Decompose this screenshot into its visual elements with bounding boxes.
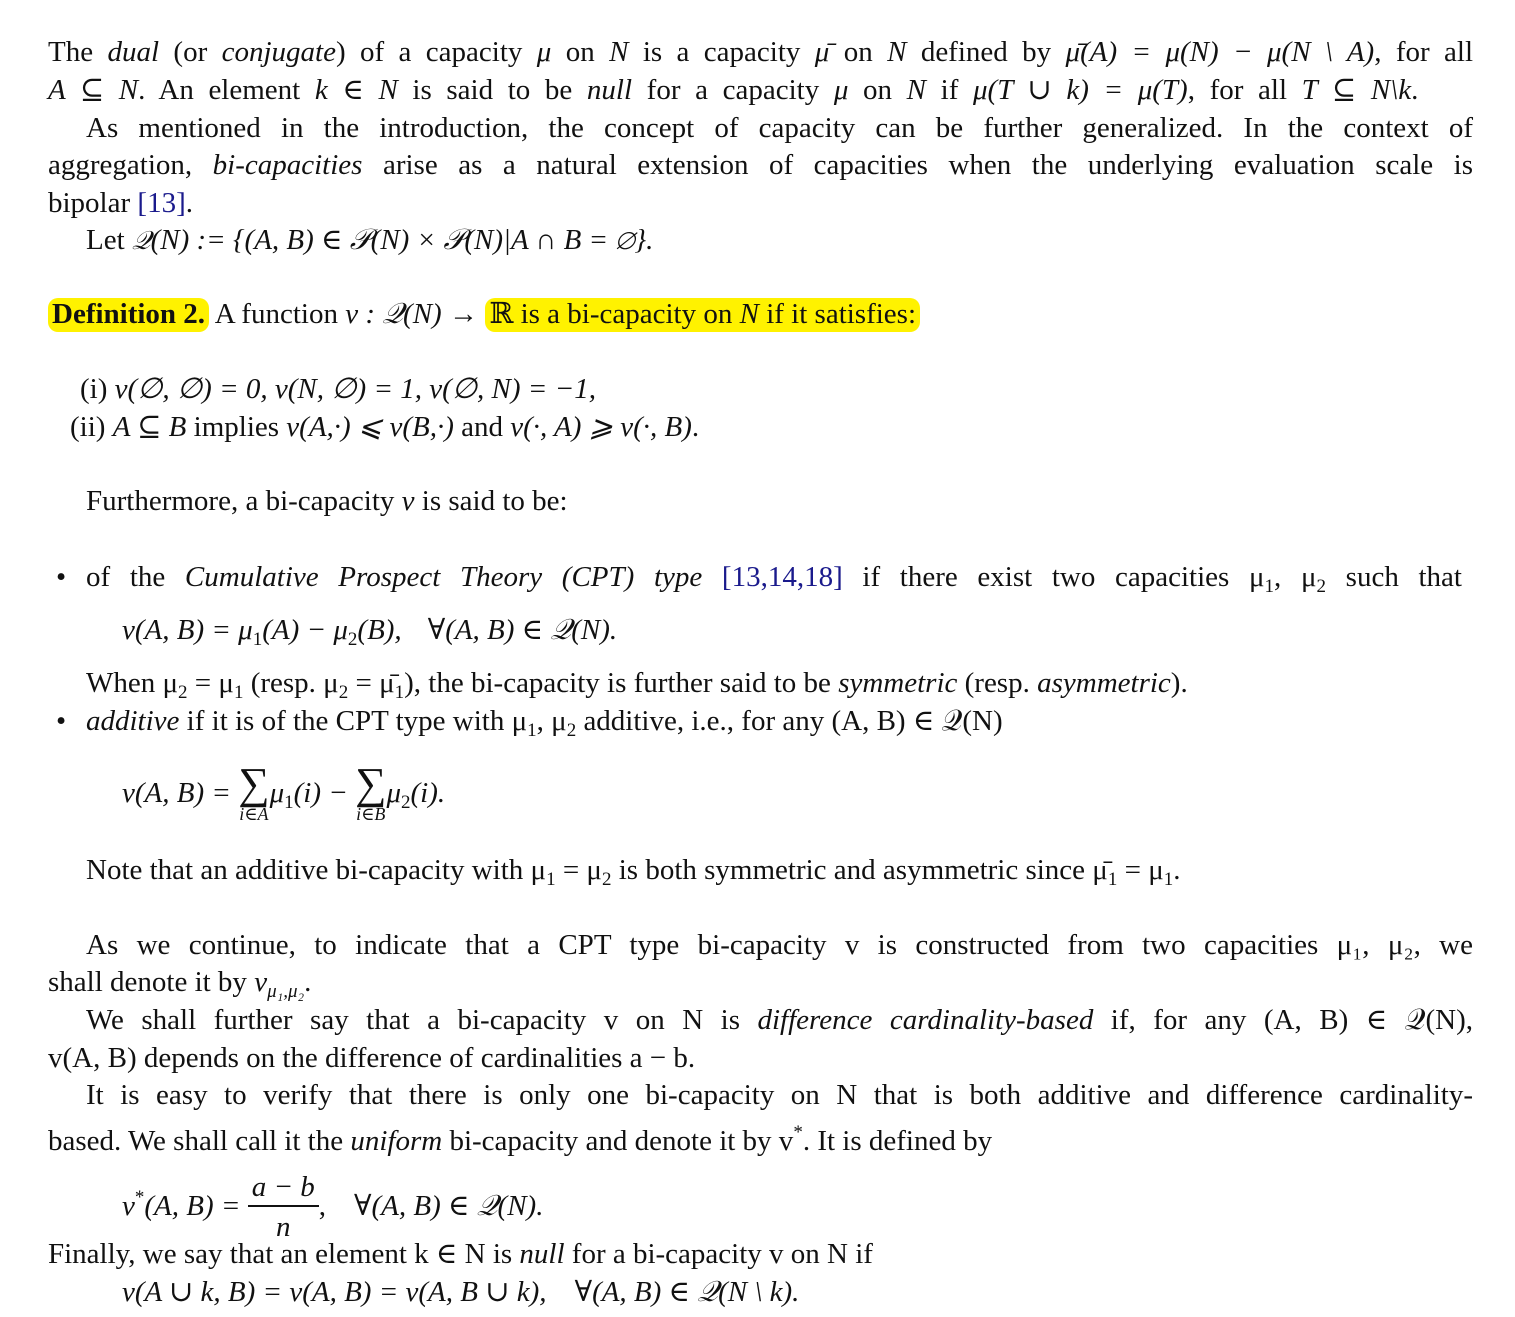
term-asymmetric: asymmetric	[1037, 667, 1171, 699]
term-conjugate: conjugate	[221, 36, 336, 68]
bullet-icon: •	[56, 561, 67, 593]
term-null: null	[519, 1238, 565, 1270]
paragraph-easy-line-2: based. We shall call it the uniform bi-capacity and denote it by v*. It is defined by	[48, 1122, 993, 1157]
cpt-symmetric-note: When $\mu_2 = \mu_1$ (resp. $\mu_2$ = $\mū_1$), the bi-capacity is further said to be symmetric (resp. asymmetric).	[86, 667, 1188, 703]
term-difference-cardinality-based: difference cardinality-based	[757, 1004, 1094, 1036]
paragraph-continue-line-2: shall denote it by $v_{\mu_1,\mu_2}$.	[48, 966, 312, 1002]
definition-item-i: (i) v(∅, ∅) = 0, v(N, ∅) = 1, v(∅, N) = −1,	[80, 373, 596, 405]
paragraph-diff-line-2: v(A, B) depends on the difference of cardinalities a − b.	[48, 1042, 696, 1074]
term-null: null	[586, 74, 633, 106]
highlighted-text: ℝ is a bi-capacity on N if it satisfies:	[485, 298, 920, 332]
citation-link[interactable]: [13]	[137, 187, 186, 219]
term-uniform: uniform	[350, 1125, 443, 1157]
term-cpt-type: Cumulative Prospect Theory (CPT) type	[184, 561, 703, 593]
term-dual: dual	[107, 36, 160, 68]
paragraph-dual-line-1: The dual (or conjugate) of a capacity μ on N is a capacity μ̄ on N defined by μ̄(A) = μ(N) − μ(N \ A), for all	[48, 36, 1474, 68]
bullet-icon: •	[56, 705, 67, 737]
paragraph-dual-line-2: A ⊆ N. An element k ∈ N is said to be null for a capacity μ on N if μ(T ∪ k) = μ(T), for all T ⊆ N\k.	[48, 74, 1419, 106]
definition-label: Definition 2.	[48, 298, 209, 332]
dual-formula: μ̄(A) = μ(N) − μ(N \ A)	[1065, 36, 1375, 68]
bullet-cpt-type: of the Cumulative Prospect Theory (CPT) type [13,14,18] if there exist two capacities $\mu_1$, $\mu_2$ such that	[86, 561, 1462, 597]
additive-equation: v(A, B) = ∑ i∈A $\mu_1(i)$ − ∑ i∈B $\mu_2(i)$.	[122, 759, 446, 824]
summation-symbol: ∑ i∈A	[238, 759, 270, 824]
paragraph-finally: Finally, we say that an element k ∈ N is null for a bi-capacity v on N if	[48, 1238, 873, 1270]
bullet-additive: additive if it is of the CPT type with $\mu_1$, $\mu_2$ additive, i.e., for any (A, B) ∈ 𝒬(N)	[86, 705, 1003, 741]
term-additive: additive	[86, 705, 180, 737]
furthermore-line: Furthermore, a bi-capacity v is said to be:	[86, 485, 568, 517]
citation-link[interactable]: [13,14,18]	[702, 561, 843, 593]
paragraph-easy-line-1: It is easy to verify that there is only one bi-capacity on N that is both additive and difference cardinality-	[86, 1079, 1473, 1111]
paragraph-continue-line-1: As we continue, to indicate that a CPT type bi-capacity v is constructed from two capacities μ₁, μ₂, we	[86, 929, 1473, 961]
definition-2: Definition 2. A function v : 𝒬(N) → ℝ is a bi-capacity on N if it satisfies:	[48, 296, 920, 332]
additive-note: Note that an additive bi-capacity with $\mu_1 = \mu_2$ is both symmetric and asymmetric since $\mū_1 = \mu_1$.	[86, 854, 1181, 890]
fraction: $\frac{a - b}{n}$	[248, 1169, 319, 1247]
uniform-equation: v*(A, B) = $\frac{a - b}{n}$ , ∀(A, B) ∈ 𝒬(N).	[122, 1160, 543, 1247]
summation-symbol: ∑ i∈B	[355, 759, 387, 824]
null-equation: v(A ∪ k, B) = v(A, B) = v(A, B ∪ k), ∀(A, B) ∈ 𝒬(N \ k).	[122, 1276, 800, 1308]
cpt-equation: v(A, $B) = \mu_1(A) - \mu_2(B)$, ∀(A, B) ∈ 𝒬(N).	[122, 614, 618, 650]
term-bi-capacities: bi-capacities	[212, 149, 363, 181]
definition-item-ii: (ii) A ⊆ B implies v(A,·) ⩽ v(B,·) and v(·, A) ⩾ v(·, B).	[70, 411, 700, 443]
paragraph-intro-line-2: aggregation, bi-capacities arise as a natural extension of capacities when the underlying evaluation scale is	[48, 149, 1474, 181]
paragraph-intro-line-3: bipolar [13].	[48, 187, 193, 219]
paragraph-intro-line-1: As mentioned in the introduction, the concept of capacity can be further generalized. In the context of	[86, 112, 1473, 144]
term-symmetric: symmetric	[838, 667, 958, 699]
let-definition-line: Let 𝒬(N) := {(A, B) ∈ 𝒫(N) × 𝒫(N)|A ∩ B = ∅}.	[86, 224, 654, 256]
paragraph-diff-line-1: We shall further say that a bi-capacity v on N is difference cardinality-based if, for any (A, B) ∈ 𝒬(N),	[86, 1004, 1473, 1036]
